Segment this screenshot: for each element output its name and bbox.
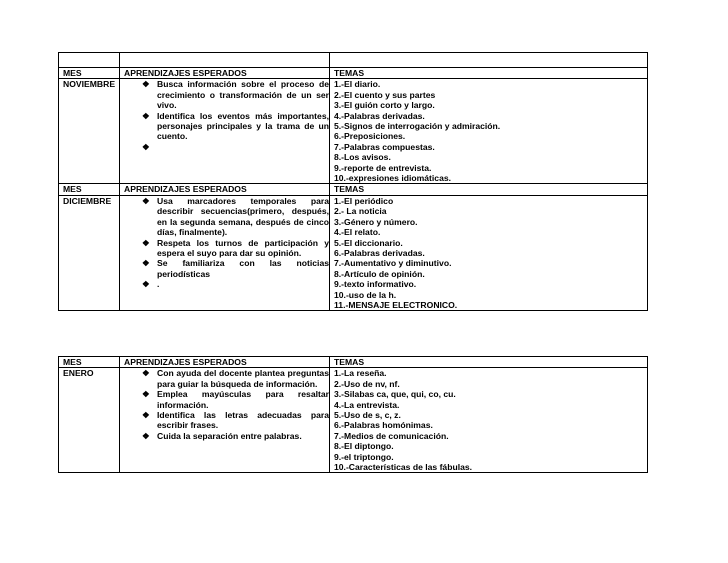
aprendizajes-cell bbox=[120, 79, 330, 184]
tema-item: 5.-El diccionario. bbox=[334, 237, 403, 248]
content-row bbox=[59, 195, 648, 310]
tema-item: 8.-Artículo de opinión. bbox=[334, 268, 425, 279]
tema-item: 2.-El cuento y sus partes bbox=[334, 89, 436, 100]
aprendizaje-item: ❖ . bbox=[142, 279, 329, 289]
tema-item: 10.-uso de la h. bbox=[334, 289, 397, 300]
tema-item: 8.-Los avisos. bbox=[334, 152, 391, 163]
tema-item: 5.-Signos de interrogación y admiración. bbox=[334, 121, 501, 132]
tema-item: 10.-Características de las fábulas. bbox=[334, 462, 473, 473]
tema-item: 1.-El periódico bbox=[334, 195, 394, 206]
aprendizaje-item: ❖ Cuida la separación entre palabras. bbox=[142, 431, 329, 441]
temas-header: TEMAS bbox=[330, 68, 648, 79]
aprendizajes-list bbox=[124, 196, 329, 290]
aprendizaje-item: ❖ Identifica los eventos más importantes, personajes principales y la trama de un cuento. bbox=[142, 111, 329, 142]
tema-item: 9.-texto informativo. bbox=[334, 279, 417, 290]
tema-item: 10.-expresiones idiomáticas. bbox=[334, 173, 452, 184]
tema-item: 6.-Palabras homónimas. bbox=[334, 420, 433, 431]
aprendizaje-item: ❖ Usa marcadores temporales para describir secuencias(primero, después, en la segunda semana, después de cinco días, finalmente). bbox=[142, 196, 329, 238]
tema-item: 6.-Preposiciones. bbox=[334, 131, 406, 142]
mes-header: MES bbox=[59, 357, 120, 368]
month-cell: DICIEMBRE bbox=[59, 195, 120, 310]
mes-header: MES bbox=[59, 68, 120, 79]
tema-item: 5.-Uso de s, c, z. bbox=[334, 410, 401, 421]
aprendizaje-item: ❖ Busca información sobre el proceso de crecimiento o transformación de un ser vivo. bbox=[142, 79, 329, 110]
header-row bbox=[59, 68, 648, 79]
header-row bbox=[59, 357, 648, 368]
content-row bbox=[59, 368, 648, 473]
mes-header: MES bbox=[59, 184, 120, 195]
aprendizajes-header: APRENDIZAJES ESPERADOS bbox=[120, 68, 330, 79]
tema-item: 9.-reporte de entrevista. bbox=[334, 162, 432, 173]
aprendizaje-item: ❖ Con ayuda del docente plantea preguntas para guiar la búsqueda de información. bbox=[142, 368, 329, 389]
aprendizajes-list bbox=[124, 368, 329, 441]
tema-item: 7.-Aumentativo y diminutivo. bbox=[334, 258, 452, 269]
aprendizajes-header: APRENDIZAJES ESPERADOS bbox=[120, 184, 330, 195]
aprendizaje-item: ❖ Se familiariza con las noticias periodísticas bbox=[142, 258, 329, 279]
tema-item: 9.-el triptongo. bbox=[334, 451, 394, 462]
plan-table-noviembre bbox=[58, 52, 648, 311]
tema-item: 2.-Uso de nv, nf. bbox=[334, 378, 400, 389]
month-cell: ENERO bbox=[59, 368, 120, 473]
aprendizajes-list bbox=[124, 79, 329, 141]
content-row bbox=[59, 79, 648, 184]
month-cell: NOVIEMBRE bbox=[59, 79, 120, 184]
plan-table-enero bbox=[58, 356, 648, 473]
aprendizaje-item: ❖ Respeta los turnos de participación y espera el suyo para dar su opinión. bbox=[142, 238, 329, 259]
tema-item: 3.-El guión corto y largo. bbox=[334, 100, 435, 111]
temas-cell bbox=[330, 79, 648, 184]
tema-item: 7.-Palabras compuestas. bbox=[334, 141, 435, 152]
temas-cell bbox=[330, 368, 648, 473]
tema-item: 3.-Género y número. bbox=[334, 216, 418, 227]
tema-item: 4.-El relato. bbox=[334, 227, 381, 238]
aprendizaje-item: ❖ Identifica las letras adecuadas para escribir frases. bbox=[142, 410, 329, 431]
aprendizaje-item: ❖ Emplea mayúsculas para resaltar información. bbox=[142, 389, 329, 410]
tema-item: 6.-Palabras derivadas. bbox=[334, 247, 425, 258]
tema-item: 2.- La noticia bbox=[334, 206, 387, 217]
aprendizajes-cell bbox=[120, 368, 330, 473]
temas-header: TEMAS bbox=[330, 184, 648, 195]
tema-item: 1.-El diario. bbox=[334, 79, 381, 90]
header-row bbox=[59, 184, 648, 195]
tema-item: 11.-MENSAJE ELECTRONICO. bbox=[334, 299, 458, 310]
temas-header: TEMAS bbox=[330, 357, 648, 368]
blank-row bbox=[59, 53, 648, 68]
temas-cell bbox=[330, 195, 648, 310]
tema-item: 1.-La reseña. bbox=[334, 368, 387, 379]
aprendizajes-cell bbox=[120, 195, 330, 310]
tema-item: 4.-Palabras derivadas. bbox=[334, 110, 425, 121]
tema-item: 3.-Silabas ca, que, qui, co, cu. bbox=[334, 389, 456, 400]
tema-item: 8.-El diptongo. bbox=[334, 441, 394, 452]
tema-item: 7.-Medios de comunicación. bbox=[334, 430, 449, 441]
tema-item: 4.-La entrevista. bbox=[334, 399, 400, 410]
aprendizajes-header: APRENDIZAJES ESPERADOS bbox=[120, 357, 330, 368]
